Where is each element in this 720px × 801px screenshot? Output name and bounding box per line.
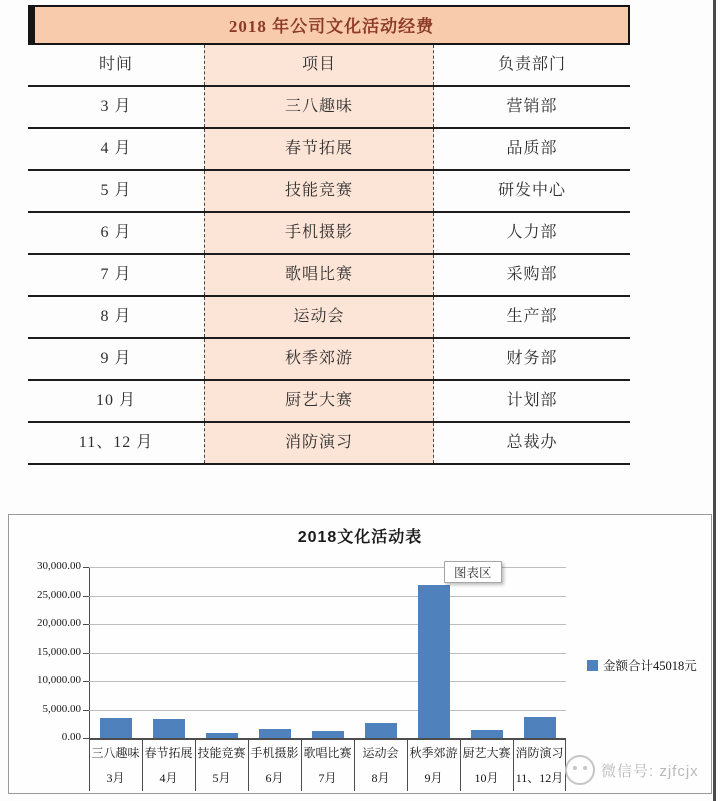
cell-department: 人力部: [506, 224, 558, 241]
cell-department: 财务部: [506, 350, 558, 367]
legend-label: 金额合计45018元: [603, 659, 697, 673]
y-axis-tick: [83, 738, 89, 739]
watermark-text: 微信号: zjfcjx: [601, 762, 699, 780]
cell-time: 5 月: [100, 182, 132, 199]
gridline: [89, 681, 566, 682]
plot-area[interactable]: [89, 567, 566, 738]
legend-swatch-icon: [587, 660, 598, 671]
category-label: 歌唱比赛: [303, 746, 352, 760]
category-label: 厨艺大赛: [462, 746, 511, 760]
wechat-logo-icon: [565, 755, 595, 785]
gridline: [89, 653, 566, 654]
y-axis-tick-label: 25,000.00: [37, 589, 81, 601]
y-axis-tick: [83, 681, 89, 682]
table-header-row: [28, 45, 630, 87]
y-axis-tick: [83, 624, 89, 625]
chart-bar[interactable]: [100, 718, 132, 738]
category-axis: [89, 738, 566, 791]
cell-department: 品质部: [506, 140, 558, 157]
chart-bar[interactable]: [471, 730, 503, 738]
cell-time: 10 月: [95, 392, 136, 409]
chart-area-tooltip: 图表区: [444, 561, 502, 583]
category-label: 秋季郊游: [409, 746, 458, 760]
month-label: 9月: [424, 771, 443, 785]
table-row: [28, 129, 630, 171]
y-axis-tick: [83, 653, 89, 654]
screen-right-edge: [713, 0, 716, 801]
category-label: 春节拓展: [144, 746, 193, 760]
month-label: 7月: [318, 771, 337, 785]
cell-department: 研发中心: [497, 182, 566, 199]
y-axis-tick: [83, 710, 89, 711]
cell-project: 消防演习: [204, 423, 434, 463]
y-axis-tick-label: 0.00: [61, 731, 81, 743]
chart-bar[interactable]: [259, 729, 291, 738]
cell-project: 春节拓展: [204, 129, 434, 169]
header-cell-time: 时间: [98, 56, 133, 73]
y-axis-tick: [83, 596, 89, 597]
cell-time: 9 月: [100, 350, 132, 367]
cell-time: 3 月: [100, 98, 132, 115]
month-label: 3月: [106, 771, 125, 785]
month-label: 6月: [265, 771, 284, 785]
activity-chart[interactable]: [8, 514, 712, 794]
y-axis-tick: [83, 567, 89, 568]
table-row: [28, 297, 630, 339]
chart-bar[interactable]: [312, 731, 344, 738]
gridline: [89, 624, 566, 625]
table-row: [28, 423, 630, 465]
table-row: [28, 255, 630, 297]
cell-project: 歌唱比赛: [204, 255, 434, 295]
table-row: [28, 213, 630, 255]
cell-project: 秋季郊游: [204, 339, 434, 379]
y-axis-tick-label: 20,000.00: [37, 617, 81, 629]
chart-bar[interactable]: [153, 719, 185, 738]
chart-bar[interactable]: [524, 717, 556, 738]
cell-time: 11、12 月: [78, 434, 154, 451]
gridline: [89, 710, 566, 711]
chart-title: 2018文化活动表: [297, 529, 423, 546]
cell-project: 三八趣味: [204, 87, 434, 127]
cell-time: 7 月: [100, 266, 132, 283]
header-cell-project: 项目: [204, 45, 434, 85]
y-axis-tick-label: 15,000.00: [37, 646, 81, 658]
category-label: 手机摄影: [250, 746, 299, 760]
budget-table: [28, 5, 630, 465]
category-label: 运动会: [362, 746, 399, 760]
cell-department: 生产部: [506, 308, 558, 325]
y-axis-tick-label: 30,000.00: [37, 560, 81, 572]
cell-project: 运动会: [204, 297, 434, 337]
y-axis-tick-label: 5,000.00: [42, 703, 81, 715]
category-label: 三八趣味: [91, 746, 140, 760]
chart-bar[interactable]: [418, 585, 450, 738]
table-title: 2018 年公司文化活动经费: [28, 5, 630, 45]
cell-department: 计划部: [506, 392, 558, 409]
cell-department: 采购部: [506, 266, 558, 283]
month-label: 4月: [159, 771, 178, 785]
watermark: [565, 755, 699, 785]
table-row: [28, 381, 630, 423]
category-label: 消防演习: [515, 746, 564, 760]
y-axis-tick-label: 10,000.00: [37, 674, 81, 686]
header-cell-department: 负责部门: [497, 56, 566, 73]
cell-project: 手机摄影: [204, 213, 434, 253]
cell-department: 总裁办: [506, 434, 558, 451]
table-row: [28, 171, 630, 213]
legend[interactable]: [587, 656, 697, 674]
chart-bar[interactable]: [365, 723, 397, 738]
cell-project: 技能竞赛: [204, 171, 434, 211]
cell-department: 营销部: [506, 98, 558, 115]
cell-time: 8 月: [100, 308, 132, 325]
category-label: 技能竞赛: [197, 746, 246, 760]
cell-time: 6 月: [100, 224, 132, 241]
month-label: 11、12月: [515, 771, 564, 785]
month-label: 10月: [474, 771, 499, 785]
gridline: [89, 596, 566, 597]
month-label: 5月: [212, 771, 231, 785]
month-label: 8月: [371, 771, 390, 785]
table-row: [28, 339, 630, 381]
cell-time: 4 月: [100, 140, 132, 157]
table-row: [28, 87, 630, 129]
cell-project: 厨艺大赛: [204, 381, 434, 421]
